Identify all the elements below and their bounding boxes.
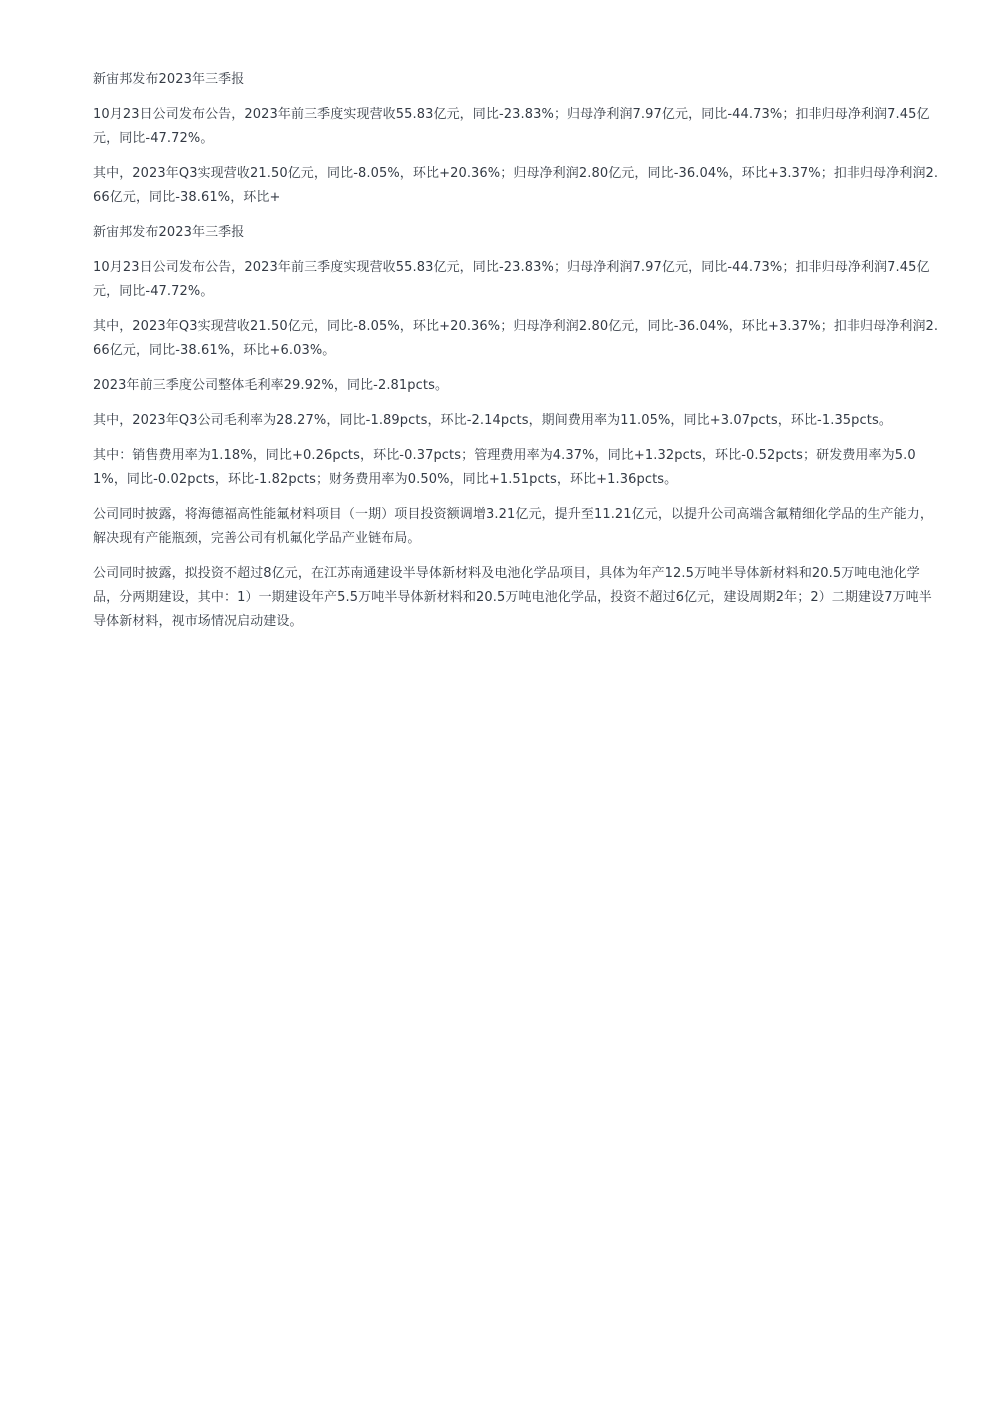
- doc-paragraph: 2023年前三季度公司整体毛利率29.92%，同比-2.81pcts。: [93, 378, 449, 393]
- document-body: [93, 68, 939, 645]
- doc-paragraph: 其中，2023年Q3公司毛利率为28.27%，同比-1.89pcts，环比-2.14pcts，期间费用率为11.05%，同比+3.07pcts，环比-1.35pcts。: [93, 413, 892, 428]
- doc-paragraph: 10月23日公司发布公告，2023年前三季度实现营收55.83亿元，同比-23.83%；归母净利润7.97亿元，同比-44.73%；扣非归母净利润7.45亿元，同比-47.72%。: [93, 260, 930, 299]
- doc-paragraph: 其中，2023年Q3实现营收21.50亿元，同比-8.05%，环比+20.36%；归母净利润2.80亿元，同比-36.04%，环比+3.37%；扣非归母净利润2.66亿元，同比-38.61%，环比+6.03%。: [93, 319, 939, 358]
- doc-paragraph: 其中，2023年Q3实现营收21.50亿元，同比-8.05%，环比+20.36%；归母净利润2.80亿元，同比-36.04%，环比+3.37%；扣非归母净利润2.66亿元，同比-38.61%，环比+: [93, 166, 939, 205]
- doc-paragraph: 公司同时披露，拟投资不超过8亿元，在江苏南通建设半导体新材料及电池化学品项目，具体为年产12.5万吨半导体新材料和20.5万吨电池化学品，分两期建设，其中：1）一期建设年产5.5万吨半导体新材料和20.5万吨电池化学品，投资不超过6亿元，建设周期2年；2）二期建设7万吨半导体新材料，视市场情况启动建设。: [93, 566, 932, 629]
- doc-paragraph: 10月23日公司发布公告，2023年前三季度实现营收55.83亿元，同比-23.83%；归母净利润7.97亿元，同比-44.73%；扣非归母净利润7.45亿元，同比-47.72%。: [93, 107, 930, 146]
- doc-paragraph: 其中：销售费用率为1.18%，同比+0.26pcts，环比-0.37pcts；管理费用率为4.37%，同比+1.32pcts，环比-0.52pcts；研发费用率为5.01%，同比-0.02pcts，环比-1.82pcts；财务费用率为0.50%，同比+1.51pcts，环比+1.36pcts。: [93, 448, 916, 487]
- doc-heading: 新宙邦发布2023年三季报: [93, 225, 245, 240]
- doc-heading: 新宙邦发布2023年三季报: [93, 72, 245, 87]
- doc-paragraph: 公司同时披露，将海德福高性能氟材料项目（一期）项目投资额调增3.21亿元，提升至11.21亿元，以提升公司高端含氟精细化学品的生产能力，解决现有产能瓶颈，完善公司有机氟化学品产业链布局。: [93, 507, 933, 546]
